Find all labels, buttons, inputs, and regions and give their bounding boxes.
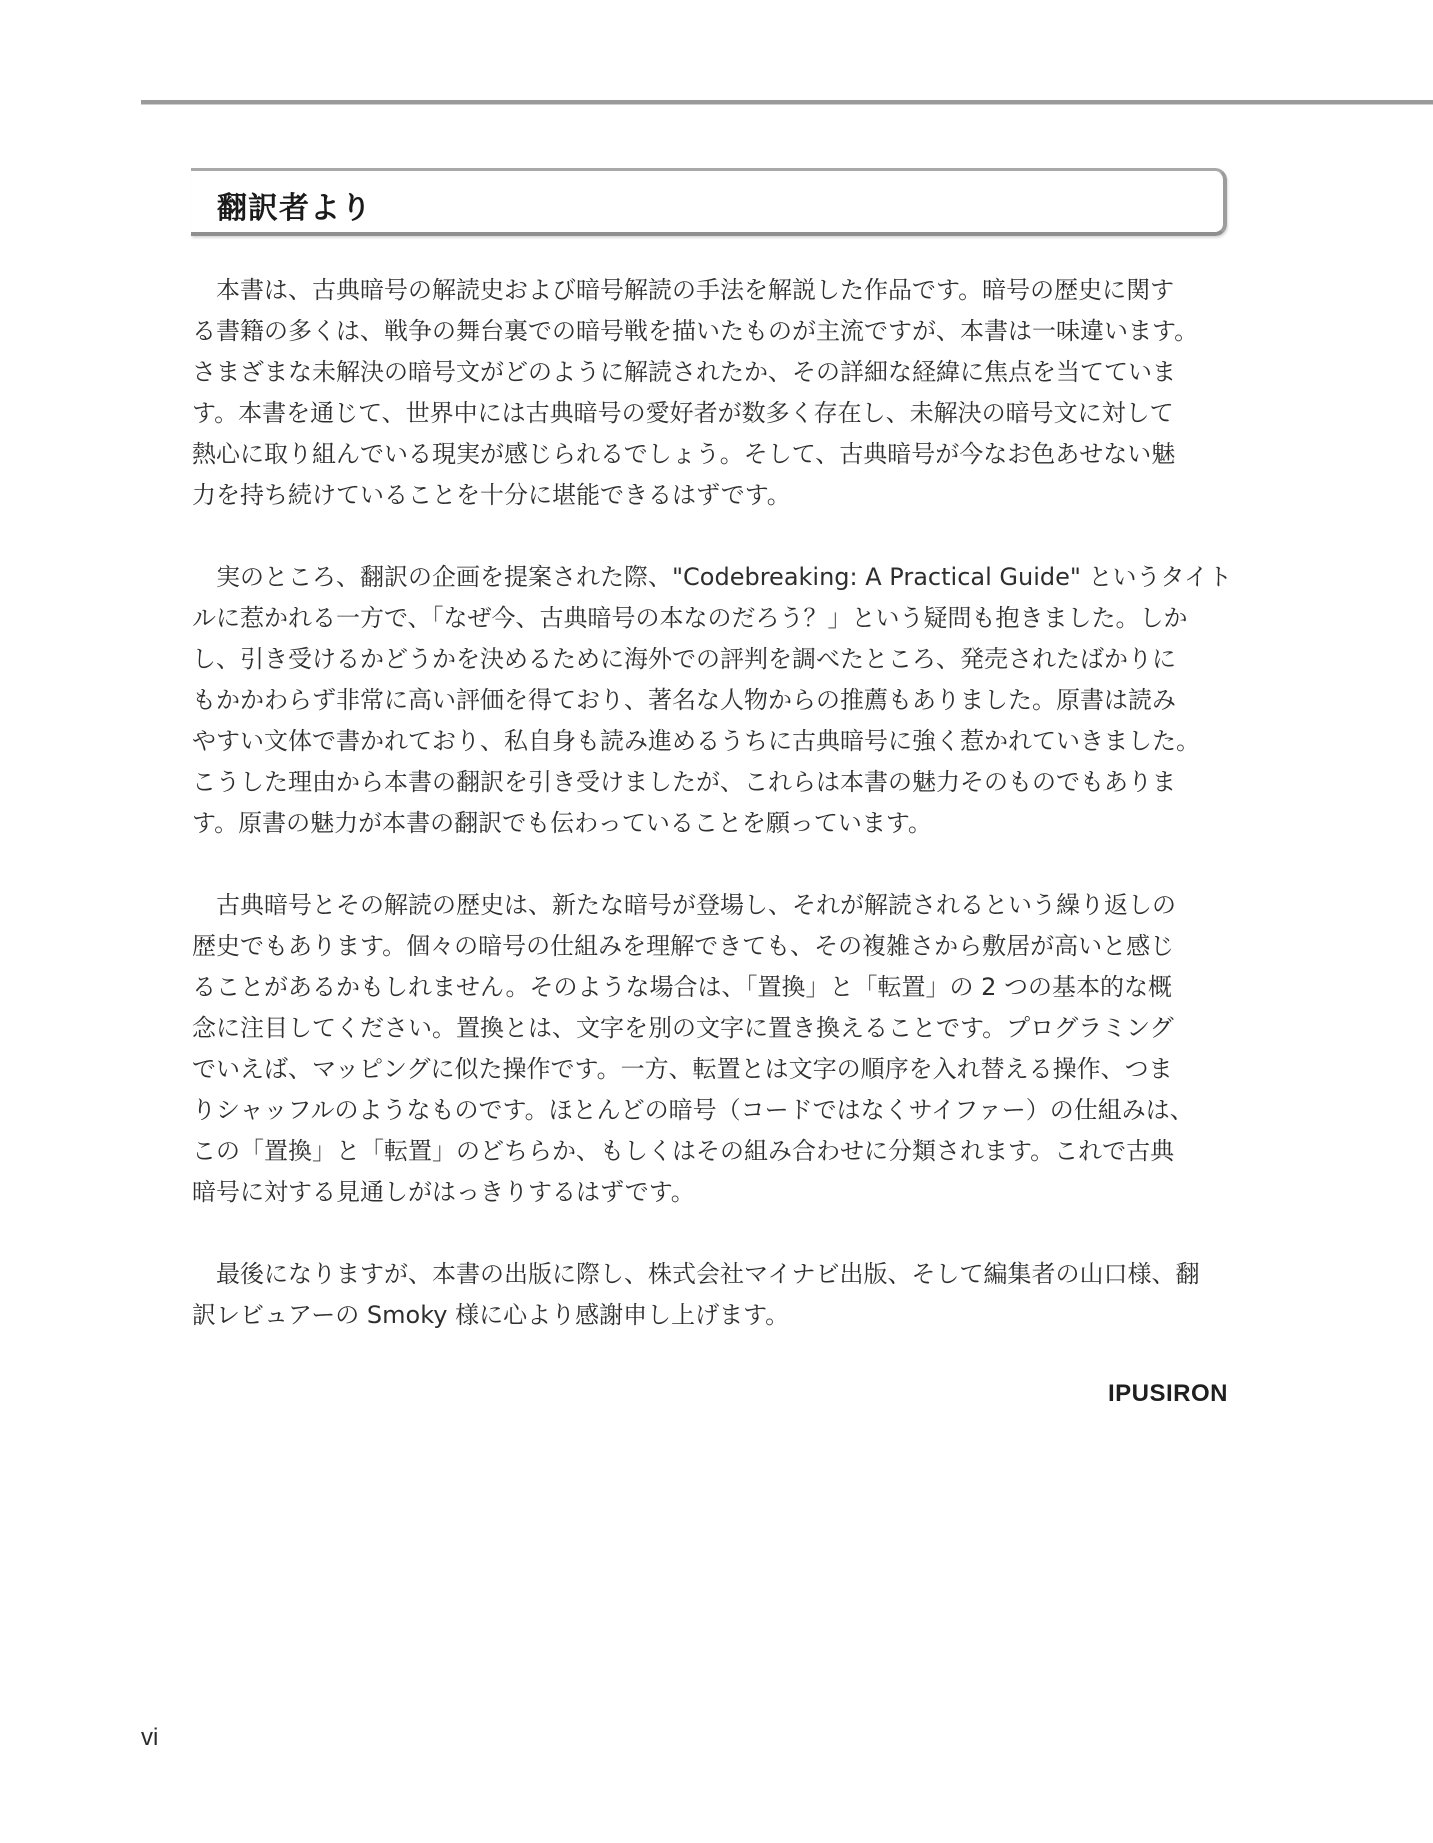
text-line: ルに惹かれる一方で、「なぜ今、古典暗号の本なのだろう？」という疑問も抱きました。しか [192, 604, 1188, 632]
text-line: こうした理由から本書の翻訳を引き受けましたが、これらは本書の魅力そのものでもありま [192, 768, 1176, 796]
header-rule [141, 100, 1433, 105]
text-line: 本書は、古典暗号の解読史および暗号解読の手法を解説した作品です。暗号の歴史に関す [192, 276, 1175, 304]
text-line: ることがあるかもしれません。そのような場合は、「置換」と「転置」の 2 つの基本的な概 [192, 973, 1172, 1001]
text-line: 力を持ち続けていることを十分に堪能できるはずです。 [192, 481, 791, 509]
section-title: 翻訳者より [217, 191, 372, 226]
text-line: やすい文体で書かれており、私自身も読み進めるうちに古典暗号に強く惹かれていきました。 [192, 727, 1200, 755]
text-line: もかかわらず非常に高い評価を得ており、著名な人物からの推薦もありました。原書は読み [192, 686, 1176, 714]
text-line: 歴史でもあります。個々の暗号の仕組みを理解できても、その複雑さから敷居が高いと感じ [192, 932, 1175, 960]
text-line: 実のところ、翻訳の企画を提案された際、"Codebreaking: A Practical Guide" というタイト [192, 563, 1233, 591]
paragraph-3 [192, 885, 1232, 1213]
paragraph-2 [192, 557, 1232, 844]
text-line: 念に注目してください。置換とは、文字を別の文字に置き換えることです。プログラミング [192, 1014, 1174, 1042]
page-number: vi [141, 1724, 159, 1751]
text-line: す。本書を通じて、世界中には古典暗号の愛好者が数多く存在し、未解決の暗号文に対して [192, 399, 1174, 427]
text-line: この「置換」と「転置」のどちらか、もしくはその組み合わせに分類されます。これで古典 [192, 1137, 1175, 1165]
text-line: 最後になりますが、本書の出版に際し、株式会社マイナビ出版、そして編集者の山口様、翻 [192, 1260, 1200, 1288]
text-line: る書籍の多くは、戦争の舞台裏での暗号戦を描いたものが主流ですが、本書は一味違います。 [192, 317, 1199, 345]
paragraph-1 [192, 270, 1232, 516]
text-line: 熱心に取り組んでいる現実が感じられるでしょう。そして、古典暗号が今なお色あせない魅 [192, 440, 1176, 468]
text-line: し、引き受けるかどうかを決めるために海外での評判を調べたところ、発売されたばかりに [192, 645, 1176, 673]
text-line: す。原書の魅力が本書の翻訳でも伝わっていることを願っています。 [192, 809, 932, 837]
section-heading-box [191, 168, 1227, 236]
signature: IPUSIRON [1107, 1380, 1228, 1407]
text-line: 訳レビュアーの Smoky 様に心より感謝申し上げます。 [192, 1301, 790, 1329]
text-line: 古典暗号とその解読の歴史は、新たな暗号が登場し、それが解読されるという繰り返しの [192, 891, 1176, 919]
body-text [192, 270, 1232, 1377]
text-line: 暗号に対する見通しがはっきりするはずです。 [192, 1178, 695, 1206]
paragraph-4 [192, 1254, 1232, 1336]
text-line: さまざまな未解決の暗号文がどのように解読されたか、その詳細な経緯に焦点を当てていま [192, 358, 1176, 386]
text-line: りシャッフルのようなものです。ほとんどの暗号（コードではなくサイファー）の仕組みは、 [192, 1096, 1194, 1124]
text-line: でいえば、マッピングに似た操作です。一方、転置とは文字の順序を入れ替える操作、つま [192, 1055, 1173, 1083]
